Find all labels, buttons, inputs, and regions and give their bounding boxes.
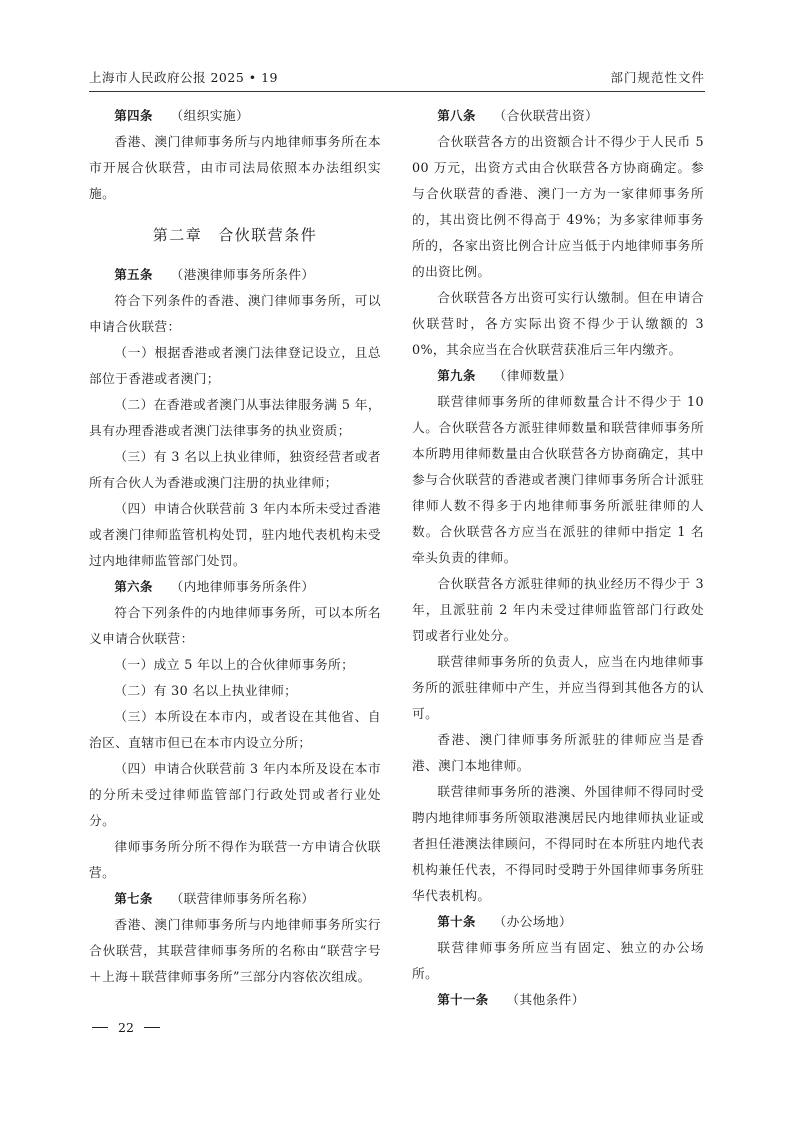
footer-dash-right <box>144 1027 160 1028</box>
left-column <box>89 103 381 990</box>
article-5-item-1: （一）根据香港或者澳门法律登记设立，且总部位于香港或者澳门； <box>89 345 381 386</box>
article-4-heading: 第四条 （组织实施） <box>114 108 250 123</box>
article-9-paragraph-3: 联营律师事务所的负责人，应当在内地律师事务所的派驻律师中产生，并应当得到其他各方的认可。 <box>412 654 704 721</box>
article-6-item-3: （三）本所设在本市内，或者设在其他省、自治区、直辖市但已在本市内设立分所； <box>89 709 381 750</box>
article-4-paragraph-1: 香港、澳门律师事务所与内地律师事务所在本市开展合伙联营，由市司法局依照本办法组织实施。 <box>89 134 381 201</box>
article-10-paragraph-1: 联营律师事务所应当有固定、独立的办公场所。 <box>412 940 704 981</box>
article-5-item-3: （三）有 3 名以上执业律师，独资经营者或者所有合伙人为香港或澳门注册的执业律师； <box>89 449 381 490</box>
article-9-paragraph-4: 香港、澳门律师事务所派驻的律师应当是香港、澳门本地律师。 <box>412 732 704 773</box>
article-5-heading: 第五条 （港澳律师事务所条件） <box>114 267 315 282</box>
article-6-item-2: （二）有 30 名以上执业律师； <box>114 683 298 698</box>
article-6-heading: 第六条 （内地律师事务所条件） <box>114 579 315 594</box>
chapter-heading <box>89 221 381 249</box>
article-11-heading: 第十一条 （其他条件） <box>437 992 585 1007</box>
article-10-heading: 第十条 （办公场地） <box>437 914 573 929</box>
publication-title: 上海市人民政府公报 2025 • 19 <box>89 70 279 85</box>
page-header <box>89 64 705 90</box>
article-9-paragraph-2: 合伙联营各方派驻律师的执业经历不得少于 3 年，且派驻前 2 年内未受过律师监管部门行政处罚或者行业处分。 <box>412 576 704 643</box>
article-6-item-1: （一）成立 5 年以上的合伙律师事务所； <box>114 657 355 672</box>
article-9-paragraph-1: 联营律师事务所的律师数量合计不得少于 10 人。合伙联营各方派驻律师数量和联营律师事务所本所聘用律师数量由合伙联营各方协商确定，其中参与合伙联营的香港或者澳门律师事务所合计派驻律师人数不得多于内地律师事务所派驻律师的人数。合伙联营各方应当在派驻的律师中指定 1 名牵头负责的律师。 <box>412 394 704 565</box>
article-8-paragraph-2: 合伙联营各方出资可实行认缴制。但在申请合伙联营时，各方实际出资不得少于认缴额的 30%，其余应当在合伙联营获准后三年内缴齐。 <box>412 290 704 357</box>
article-9-heading: 第九条 （律师数量） <box>437 368 573 383</box>
chapter-title: 合伙联营条件 <box>218 226 318 244</box>
article-7-paragraph-1: 香港、澳门律师事务所与内地律师事务所实行合伙联营，其联营律师事务所的名称由“联营字号＋上海＋联营律师事务所”三部分内容依次组成。 <box>89 917 381 984</box>
article-5-paragraph-1: 符合下列条件的香港、澳门律师事务所，可以申请合伙联营： <box>89 293 381 334</box>
article-5-item-2: （二）在香港或者澳门从事法律服务满 5 年，具有办理香港或者澳门法律事务的执业资质； <box>89 397 381 438</box>
article-8-paragraph-1: 合伙联营各方的出资额合计不得少于人民币 500 万元，出资方式由合伙联营各方协商确定。参与合伙联营的香港、澳门一方为一家律师事务所的，其出资比例不得高于 49%；为多家律师事务所的，各家出资比例合计应当低于内地律师事务所的出资比例。 <box>412 134 704 279</box>
page-footer <box>92 1020 160 1035</box>
right-column <box>412 103 704 1013</box>
footer-dash-left <box>92 1027 108 1028</box>
article-5-item-4: （四）申请合伙联营前 3 年内本所未受过香港或者澳门律师监管机构处罚，驻内地代表机构未受过内地律师监管部门处罚。 <box>89 501 381 568</box>
article-6-paragraph-1: 符合下列条件的内地律师事务所，可以本所名义申请合伙联营： <box>89 605 381 646</box>
section-label: 部门规范性文件 <box>610 70 705 85</box>
article-7-heading: 第七条 （联营律师事务所名称） <box>114 891 315 906</box>
article-8-heading: 第八条 （合伙联营出资） <box>437 108 599 123</box>
chapter-number: 第二章 <box>152 226 203 244</box>
page-number: 22 <box>118 1020 134 1035</box>
article-6-paragraph-2: 律师事务所分所不得作为联营一方申请合伙联营。 <box>89 839 381 880</box>
article-9-paragraph-5: 联营律师事务所的港澳、外国律师不得同时受聘内地律师事务所领取港澳居民内地律师执业证或者担任港澳法律顾问，不得同时在本所驻内地代表机构兼任代表，不得同时受聘于外国律师事务所驻华代表机构。 <box>412 784 704 903</box>
article-6-item-4: （四）申请合伙联营前 3 年内本所及设在本市的分所未受过律师监管部门行政处罚或者行业处分。 <box>89 761 381 828</box>
header-divider <box>89 91 705 92</box>
